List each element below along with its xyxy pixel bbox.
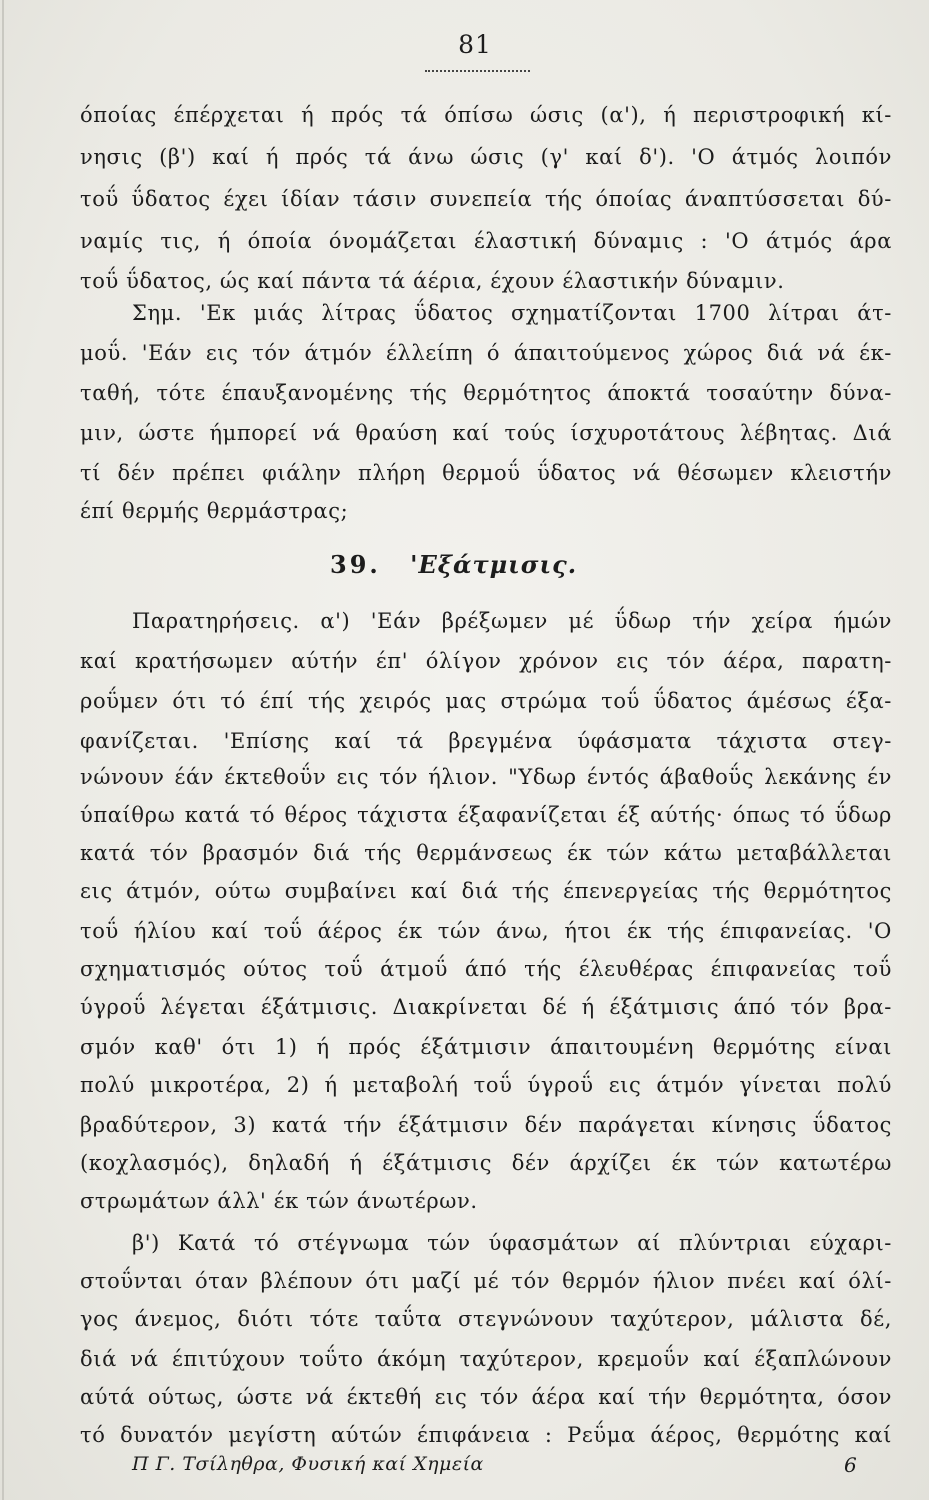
- text-line: σχηματισμός ούτος τοΰ άτμοΰ άπό τής έλευθέρας έπιφανείας τοΰ: [80, 957, 892, 981]
- footer: [132, 1453, 858, 1477]
- text-line: τοΰ ήλίου καί τοΰ άέρος έκ τών άνω, ήτοι έκ τής έπιφανείας. 'Ο: [80, 919, 892, 943]
- text-line: σμόν καθ' ότι 1) ή πρός έξάτμισιν άπαιτουμένη θερμότης είναι: [80, 1035, 892, 1059]
- page-number: 81: [458, 30, 492, 59]
- text-line: διά νά έπιτύχουν τοΰτο άκόμη ταχύτερον, κρεμοΰν καί έξαπλώνουν: [80, 1347, 892, 1371]
- text-line: ύγροΰ λέγεται έξάτμισις. Διακρίνεται δέ ή έξάτμισις άπό τόν βρα-: [80, 995, 892, 1019]
- text-line: Σημ. 'Εκ μιάς λίτρας ΰδατος σχηματίζονται 1700 λίτραι άτ-: [132, 301, 892, 325]
- text-line: φανίζεται. 'Επίσης καί τά βρεγμένα ύφάσματα τάχιστα στεγ-: [80, 729, 892, 753]
- text-line: (κοχλασμός), δηλαδή ή έξάτμισις δέν άρχίζει έκ τών κατωτέρω: [80, 1151, 892, 1175]
- page-edge-shadow: [2, 0, 4, 1500]
- text-line: ύπαίθρω κατά τό θέρος τάχιστα έξαφανίζεται έξ αύτής· όπως τό ΰδωρ: [80, 803, 892, 827]
- text-line: γος άνεμος, διότι τότε ταΰτα στεγνώνουν ταχύτερον, μάλιστα δέ,: [80, 1307, 892, 1331]
- text-line: στρωμάτων άλλ' έκ τών άνωτέρων.: [80, 1189, 478, 1213]
- text-line: Παρατηρήσεις. α') 'Εάν βρέξωμεν μέ ΰδωρ τήν χείρα ήμών: [132, 609, 892, 633]
- text-line: βραδύτερον, 3) κατά τήν έξάτμισιν δέν παράγεται κίνησις ΰδατος: [80, 1113, 892, 1137]
- text-line: τί δέν πρέπει φιάλην πλήρη θερμοΰ ΰδατος νά θέσωμεν κλειστήν: [80, 461, 892, 485]
- text-line: καί κρατήσωμεν αύτήν έπ' όλίγον χρόνον εις τόν άέρα, παρατη-: [80, 649, 892, 673]
- text-line: μοΰ. 'Εάν εις τόν άτμόν έλλείπη ό άπαιτούμενος χώρος διά νά έκ-: [80, 341, 892, 365]
- text-line: στοΰνται όταν βλέπουν ότι μαζί μέ τόν θερμόν ήλιον πνέει καί όλί-: [80, 1269, 892, 1293]
- text-line: τό δυνατόν μεγίστη αύτών έπιφάνεια : Ρεΰμα άέρος, θερμότης καί: [80, 1423, 892, 1447]
- section-heading: [330, 550, 690, 579]
- section-title: 'Εξάτμισις.: [410, 550, 578, 579]
- text-line: τοΰ ΰδατος, ώς καί πάντα τά άέρια, έχουν έλαστικήν δύναμιν.: [80, 269, 785, 293]
- text-line: τοΰ ΰδατος έχει ίδίαν τάσιν συνεπεία τής όποίας άναπτύσσεται δύ-: [80, 187, 892, 211]
- text-line: ροΰμεν ότι τό έπί τής χειρός μας στρώμα τοΰ ΰδατος άμέσως έξα-: [80, 689, 892, 713]
- signature-mark: 6: [844, 1453, 858, 1477]
- section-number: 39.: [330, 550, 381, 579]
- text-line: νώνουν έάν έκτεθοΰν εις τόν ήλιον. "Υδωρ έντός άβαθοΰς λεκάνης έν: [80, 765, 892, 789]
- text-line: β') Κατά τό στέγνωμα τών ύφασμάτων αί πλύντριαι εύχαρι-: [132, 1231, 892, 1255]
- text-line: νησις (β') καί ή πρός τά άνω ώσις (γ' καί δ'). 'Ο άτμός λοιπόν: [80, 145, 892, 169]
- text-line: όποίας έπέρχεται ή πρός τά όπίσω ώσις (α'), ή περιστροφική κί-: [80, 103, 892, 127]
- text-line: εις άτμόν, ούτω συμβαίνει καί διά τής έπενεργείας τής θερμότητος: [80, 879, 892, 903]
- text-line: μιν, ώστε ήμπορεί νά θραύση καί τούς ίσχυροτάτους λέβητας. Διά: [80, 421, 892, 445]
- text-line: έπί θερμής θερμάστρας;: [80, 499, 349, 523]
- text-line: αύτά ούτως, ώστε νά έκτεθή εις τόν άέρα καί τήν θερμότητα, όσον: [80, 1385, 892, 1409]
- footer-text: Π Γ. Τσίληθρα, Φυσική καί Χημεία: [132, 1453, 484, 1475]
- text-line: ναμίς τις, ή όποία όνομάζεται έλαστική δύναμις : 'Ο άτμός άρα: [80, 229, 892, 253]
- text-line: ταθή, τότε έπαυξανομένης τής θερμότητος άποκτά τοσαύτην δύνα-: [80, 381, 892, 405]
- page-number-rule: [425, 70, 530, 72]
- text-line: πολύ μικροτέρα, 2) ή μεταβολή τοΰ ύγροΰ εις άτμόν γίνεται πολύ: [80, 1073, 892, 1097]
- text-line: κατά τόν βρασμόν διά τής θερμάνσεως έκ τών κάτω μεταβάλλεται: [80, 841, 892, 865]
